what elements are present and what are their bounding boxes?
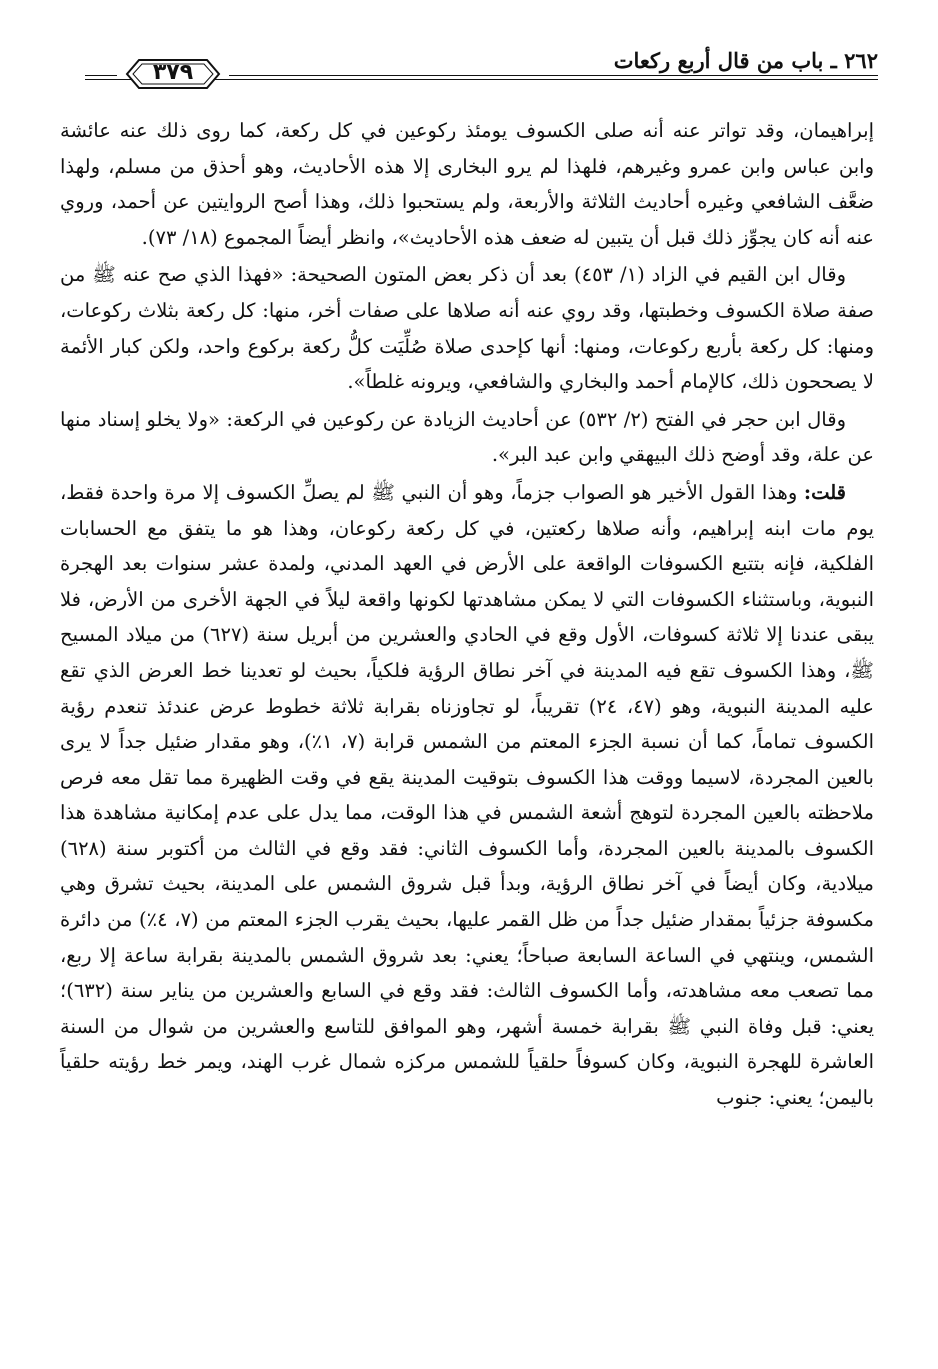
page-number-badge [117, 56, 229, 92]
paragraph-3 [60, 402, 874, 473]
paragraph-1 [60, 113, 874, 255]
main-text [60, 113, 874, 1118]
paragraph-lead: قلت: [803, 480, 846, 504]
paragraph-text: وقال ابن القيم في الزاد (١/ ٤٥٣) بعد أن ذكر بعض المتون الصحيحة: «فهذا الذي صح عنه ﷺ من صفة صلاة الكسوف وخطبتها، وقد روي عنه أنه صلاها على صفات أخر، منها: كل ركعة بثلاث ركوعات، ومنها: كل ركعة بأربع ركوعات، ومنها: أنها كإحدى صلاة صُلِّيَت كلُّ ركعة بركوع واحد، ولكن كبار الأئمة لا يصححون ذلك، كالإمام أحمد والبخاري والشافعي، ويرونه غلطاً». [60, 263, 874, 394]
paragraph-text: إبراهيمان، وقد تواتر عنه أنه صلى الكسوف يومئذ ركوعين في كل ركعة، كما روى ذلك عنه عائشة وابن عباس وابن عمرو وغيرهم، فلهذا لم يرو البخارى إلا هذه الأحاديث، وهو أحذق من مسلم، ولهذا ضعَّف الشافعي وغيره أحاديث الثلاثة والأربعة، ولم يستحبوا ذلك، وهذا أصح الروايتين عن أحمد، وروي عنه أنه كان يجوِّز ذلك قبل أن يتبين له ضعف هذه الأحاديث»، وانظر أيضاً المجموع (١٨/ ٧٣). [60, 119, 874, 249]
page-header [85, 42, 878, 102]
paragraph-text: وهذا القول الأخير هو الصواب جزماً، وهو أن النبي ﷺ لم يصلِّ الكسوف إلا مرة واحدة فقط، يوم مات ابنه إبراهيم، وأنه صلاها ركعتين، في كل ركعة ركوعان، وهذا هو ما يتفق مع الحسابات الفلكية، فإنه بتتبع الكسوفات الواقعة على الأرض في العهد المدني، ولمدة عشر سنوات بعد الهجرة النبوية، وباستثناء الكسوفات التي لا يمكن مشاهدتها لكونها واقعة ليلاً في الجهة الأخرى من الأرض، فلا يبقى عندنا إلا ثلاثة كسوفات، الأول وقع في الحادي والعشرين من أبريل سنة (٦٢٧) من ميلاد المسيح ﷺ، وهذا الكسوف تقع فيه المدينة في آخر نطاق الرؤية فلكياً، بحيث لو تعدينا خط العرض الذي تقع عليه المدينة النبوية، وهو (٤٧، ٢٤) تقريباً، لو تجاوزناه بقرابة ثلاثة خطوط عرض عندئذ تنعدم رؤية الكسوف تماماً، كما أن نسبة الجزء المعتم من الشمس قرابة (٧، ١٪)، وهو مقدار ضئيل جداً لا يرى بالعين المجردة، لاسيما ووقت هذا الكسوف بتوقيت المدينة يقع في وقت الظهيرة مما تقل معه فرص ملاحظته بالعين المجردة لتوهج أشعة الشمس في هذا الوقت، مما يدل على عدم إمكانية مشاهدة هذا الكسوف بالمدينة بالعين المجردة، وأما الكسوف الثاني: فقد وقع في الثالث من أكتوبر سنة (٦٢٨) ميلادية، وكان أيضاً في آخر نطاق الرؤية، وبدأ قبل شروق الشمس على المدينة، بحيث تشرق وهي مكسوفة جزئياً بمقدار ضئيل جداً من ظل القمر عليها، بحيث يقرب الجزء المعتم من (٧، ٤٪) من دائرة الشمس، وينتهي في الساعة السابعة صباحاً؛ يعني: بعد شروق الشمس بالمدينة بقرابة ساعة إلا ربع، مما تصعب معه مشاهدته، وأما الكسوف الثالث: فقد وقع في السابع والعشرين من يناير سنة (٦٣٢)؛ يعني: قبل وفاة النبي ﷺ بقرابة خمسة أشهر، وهو الموافق للتاسع والعشرين من شوال من السنة العاشرة للهجرة النبوية، وكان كسوفاً حلقياً للشمس مركزه شمال غرب الهند، ويمر خط رؤيته حلقياً باليمن؛ يعني: جنوب [60, 480, 875, 1110]
paragraph-4 [60, 475, 874, 1116]
chapter-title: ٢٦٢ ـ باب من قال أربع ركعات [613, 48, 878, 73]
paragraph-2 [60, 257, 874, 399]
page-number: ٣٧٩ [152, 60, 194, 85]
paragraph-text: وقال ابن حجر في الفتح (٢/ ٥٣٢) عن أحاديث الزيادة عن ركوعين في الركعة: «ولا يخلو إسناد منها عن علة، وقد أوضح ذلك البيهقي وابن عبد البر». [60, 407, 874, 467]
